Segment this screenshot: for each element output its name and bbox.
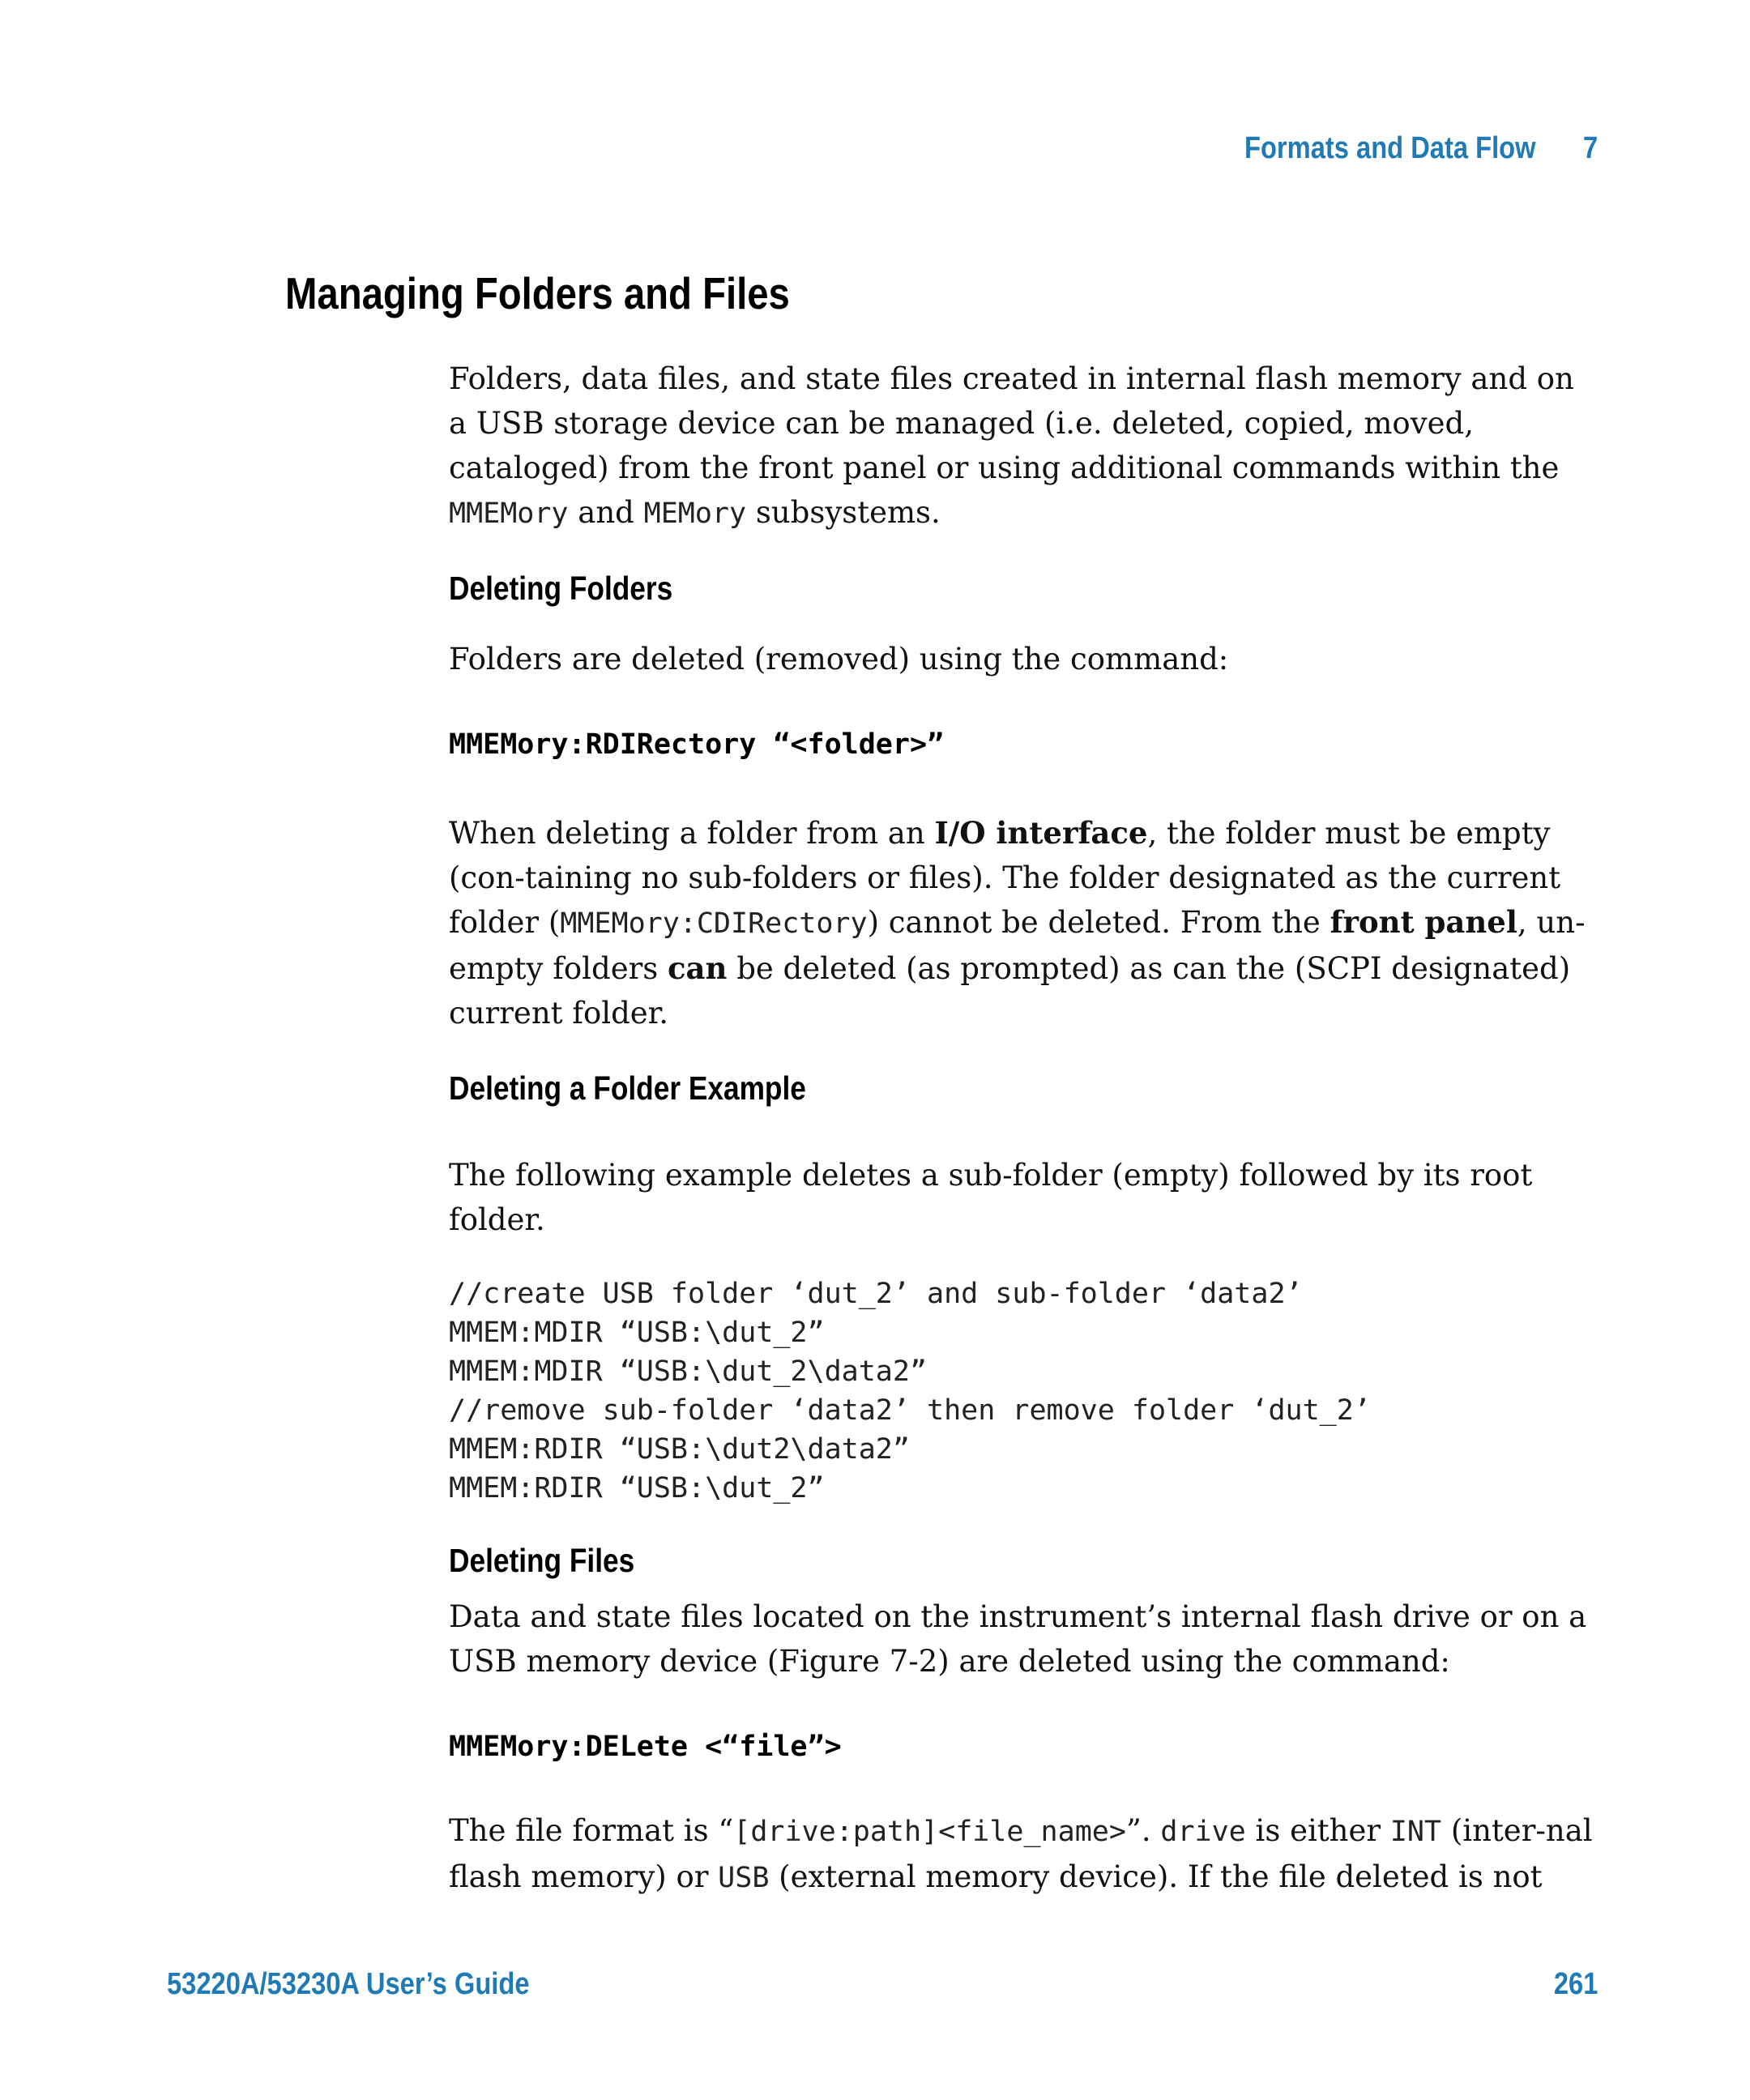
example-lead: The following example deletes a sub-folder (empty) followed by its root folder.: [449, 1158, 1533, 1237]
code-line-bold: MMEM:RDIR “USB:\dut2\data2”: [449, 1433, 910, 1466]
deleting-files-lead: Data and state files located on the instrument’s internal flash drive or on a USB memory device (Figure 7-2) are deleted using the command:: [449, 1599, 1587, 1679]
footer-guide-title: 53220A/53230A User’s Guide: [167, 1967, 530, 2001]
heading-deleting-files: Deleting Files: [449, 1542, 635, 1579]
deleting-folders-lead: Folders are deleted (removed) using the command:: [449, 642, 1229, 677]
code-line: //remove sub-folder ‘data2’ then remove folder ‘dut_2’: [449, 1394, 1371, 1427]
intro-paragraph: Folders, data files, and state files created in internal flash memory and on a USB storage device can be managed (i.e. deleted, copied, moved, cataloged) from the front panel or using additional commands within the MMEMory and MEMory subsystems.: [449, 361, 1574, 530]
code-line: //create USB folder ‘dut_2’ and sub-folder ‘data2’: [449, 1278, 1303, 1310]
footer-page-number: 261: [1553, 1967, 1598, 2001]
inline-code: MMEMory:CDIRectory: [560, 907, 868, 940]
header-chapter-number: 7: [1582, 131, 1598, 165]
file-format-paragraph: The file format is “[drive:path]<file_name>”. drive is either INT (inter-nal flash memory) or USB (external memory device). If the file deleted is not: [449, 1813, 1593, 1894]
inline-code: USB: [718, 1862, 770, 1894]
inline-code: [drive:path]<file_name>: [733, 1816, 1126, 1848]
delete-command: MMEMory:DELete <“file”>: [449, 1731, 842, 1763]
heading-deleting-folders: Deleting Folders: [449, 570, 673, 607]
code-line: MMEM:MDIR “USB:\dut_2\data2”: [449, 1355, 928, 1388]
deleting-folders-paragraph: When deleting a folder from an I/O interface, the folder must be empty (con-taining no sub-folders or files). The folder designated as the current folder (MMEMory:CDIRectory) cannot be deleted. From the front panel, un-empty folders can be deleted (as prompted) as can the (SCPI designated) current folder.: [449, 815, 1586, 1031]
code-example: [449, 1274, 1599, 1508]
inline-code: MEMory: [643, 497, 747, 530]
inline-code: INT: [1389, 1816, 1442, 1848]
header-section-title: Formats and Data Flow: [1244, 131, 1536, 165]
page-title: Managing Folders and Files: [285, 268, 790, 318]
inline-code: drive: [1160, 1816, 1246, 1848]
running-header: [1244, 131, 1598, 166]
code-line-bold: MMEM:RDIR “USB:\dut_2”: [449, 1472, 825, 1505]
inline-code: MMEMory: [449, 497, 569, 530]
heading-folder-example: Deleting a Folder Example: [449, 1069, 806, 1107]
rdirectory-command: MMEMory:RDIRectory “<folder>”: [449, 728, 945, 761]
main-content: [449, 356, 1599, 1901]
code-line: MMEM:MDIR “USB:\dut_2”: [449, 1317, 825, 1349]
